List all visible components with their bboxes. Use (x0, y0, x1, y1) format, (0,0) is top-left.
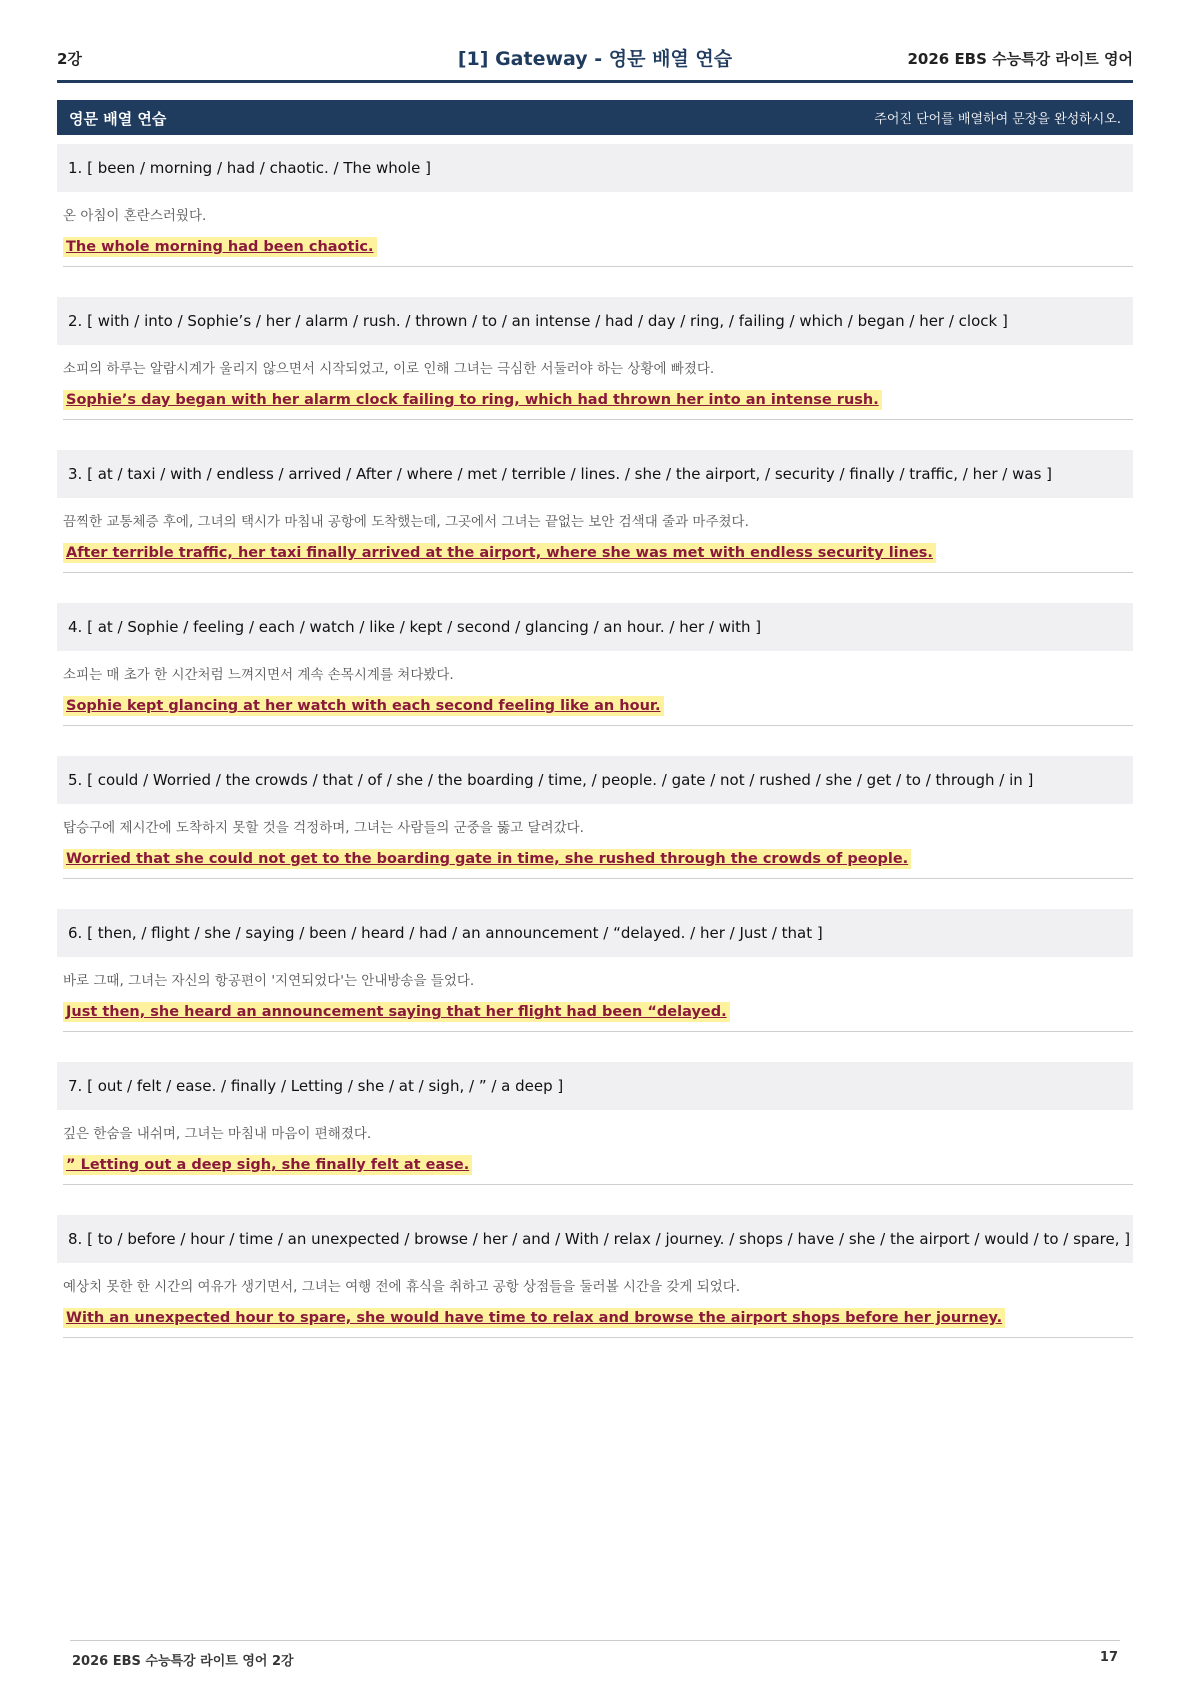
korean-translation: 바로 그때, 그녀는 자신의 항공편이 '지연되었다'는 안내방송을 들었다. (63, 973, 475, 989)
page-title: [1] Gateway - 영문 배열 연습 (457, 48, 733, 70)
exercise-item (57, 144, 1133, 297)
book-title: 2026 EBS 수능특강 라이트 영어 (907, 50, 1133, 68)
section-title: 영문 배열 연습 (69, 110, 167, 128)
page-header (57, 44, 1133, 83)
answer-sentence: ” Letting out a deep sigh, she finally felt at ease. (63, 1155, 472, 1175)
answer-sentence: Sophie’s day began with her alarm clock failing to ring, which had thrown her into an intense rush. (63, 390, 882, 410)
word-prompt: 7. [ out / felt / ease. / finally / Letting / she / at / sigh, / ” / a deep ] (57, 1062, 1133, 1110)
korean-translation: 예상치 못한 한 시간의 여유가 생기면서, 그녀는 여행 전에 휴식을 취하고 공항 상점들을 둘러볼 시간을 갖게 되었다. (63, 1279, 741, 1295)
divider (63, 1337, 1133, 1338)
answer-sentence: Just then, she heard an announcement saying that her flight had been “delayed. (63, 1002, 730, 1022)
page-number: 17 (1099, 1650, 1118, 1665)
divider (63, 572, 1133, 573)
answer-sentence: After terrible traffic, her taxi finally arrived at the airport, where she was met with endless security lines. (63, 543, 936, 563)
exercise-item (57, 756, 1133, 909)
exercise-item (57, 297, 1133, 450)
section-bar (57, 100, 1133, 135)
korean-translation: 소피는 매 초가 한 시간처럼 느껴지면서 계속 손목시계를 쳐다봤다. (63, 667, 454, 683)
answer-sentence: The whole morning had been chaotic. (63, 237, 377, 257)
word-prompt: 4. [ at / Sophie / feeling / each / watch / like / kept / second / glancing / an hour. / her / with ] (57, 603, 1133, 651)
exercise-item (57, 603, 1133, 756)
exercise-list (57, 144, 1133, 1368)
korean-translation: 소피의 하루는 알람시계가 울리지 않으면서 시작되었고, 이로 인해 그녀는 극심한 서둘러야 하는 상황에 빠졌다. (63, 361, 715, 377)
answer-sentence: Sophie kept glancing at her watch with each second feeling like an hour. (63, 696, 664, 716)
footer-divider (70, 1640, 1120, 1641)
word-prompt: 6. [ then, / flight / she / saying / been / heard / had / an announcement / “delayed. / her / Just / that ] (57, 909, 1133, 957)
divider (63, 419, 1133, 420)
divider (63, 1031, 1133, 1032)
answer-sentence: Worried that she could not get to the boarding gate in time, she rushed through the crowds of people. (63, 849, 911, 869)
divider (63, 266, 1133, 267)
exercise-item (57, 1215, 1133, 1368)
word-prompt: 5. [ could / Worried / the crowds / that / of / she / the boarding / time, / people. / gate / not / rushed / she / get / to / through / in ] (57, 756, 1133, 804)
word-prompt: 3. [ at / taxi / with / endless / arrived / After / where / met / terrible / lines. / she / the airport, / security / finally / traffic, / her / was ] (57, 450, 1133, 498)
korean-translation: 탑승구에 제시간에 도착하지 못할 것을 걱정하며, 그녀는 사람들의 군중을 뚫고 달려갔다. (63, 820, 584, 836)
exercise-item (57, 1062, 1133, 1215)
word-prompt: 2. [ with / into / Sophie’s / her / alarm / rush. / thrown / to / an intense / had / day / ring, / failing / which / began / her / clock ] (57, 297, 1133, 345)
divider (63, 725, 1133, 726)
korean-translation: 깊은 한숨을 내쉬며, 그녀는 마침내 마음이 편해졌다. (63, 1126, 372, 1142)
answer-sentence: With an unexpected hour to spare, she would have time to relax and browse the airport shops before her journey. (63, 1308, 1005, 1328)
word-prompt: 1. [ been / morning / had / chaotic. / The whole ] (57, 144, 1133, 192)
divider (63, 878, 1133, 879)
divider (63, 1184, 1133, 1185)
section-instruction: 주어진 단어를 배열하여 문장을 완성하시오. (874, 112, 1121, 127)
footer-book-title: 2026 EBS 수능특강 라이트 영어 2강 (72, 1654, 294, 1669)
lesson-number: 2강 (57, 50, 82, 68)
korean-translation: 끔찍한 교통체증 후에, 그녀의 택시가 마침내 공항에 도착했는데, 그곳에서 그녀는 끝없는 보안 검색대 줄과 마주쳤다. (63, 514, 749, 530)
word-prompt: 8. [ to / before / hour / time / an unexpected / browse / her / and / With / relax / journey. / shops / have / she / the airport / would / to / spare, ] (57, 1215, 1133, 1263)
korean-translation: 온 아침이 혼란스러웠다. (63, 208, 207, 224)
exercise-item (57, 909, 1133, 1062)
exercise-item (57, 450, 1133, 603)
